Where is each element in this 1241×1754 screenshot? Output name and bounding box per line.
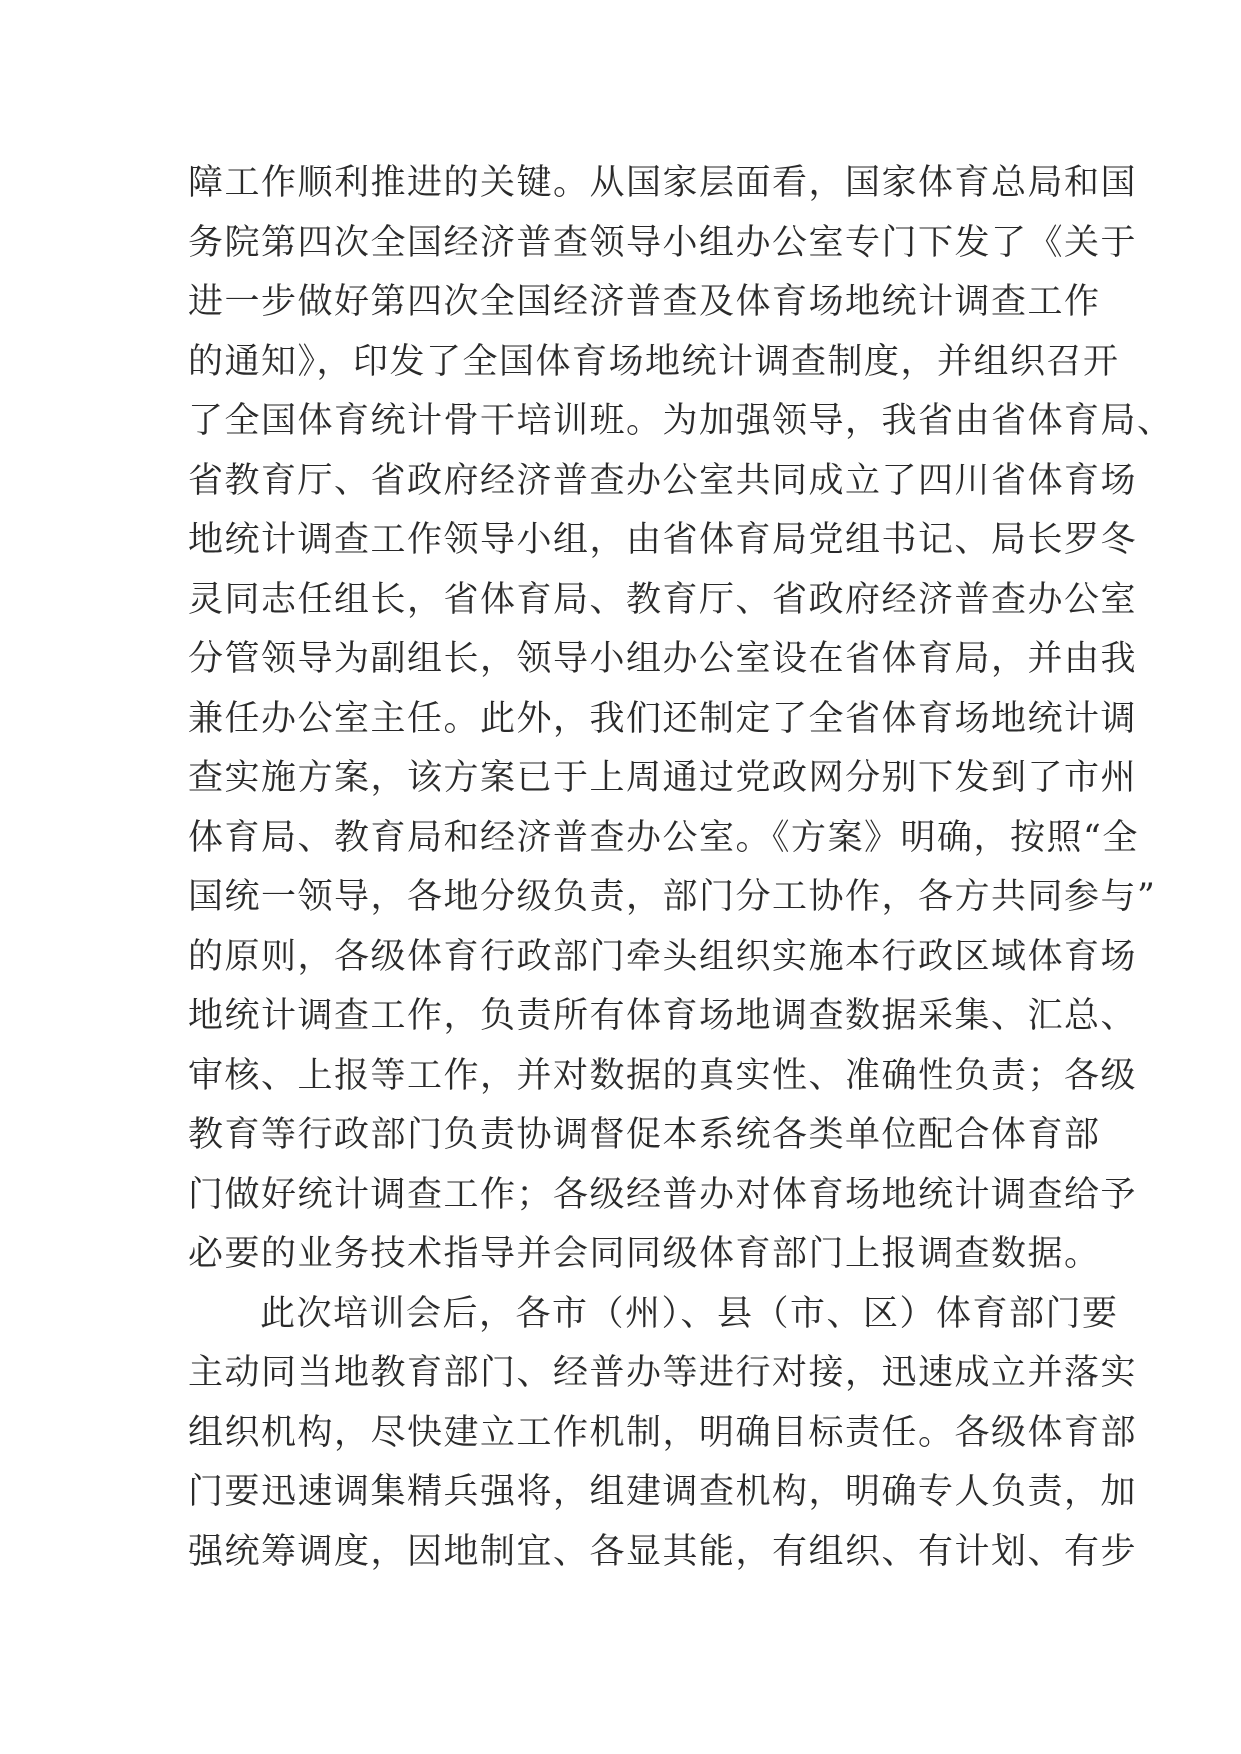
- body-text: [188, 154, 1174, 1582]
- text-line: 障工作顺利推进的关键。从国家层面看，国家体育总局和国: [188, 163, 1138, 203]
- text-line: 国统一领导，各地分级负责，部门分工协作，各方共同参与”: [188, 877, 1157, 917]
- text-line: 地统计调查工作领导小组，由省体育局党组书记、局长罗冬: [188, 520, 1138, 560]
- text-line: 灵同志任组长，省体育局、教育厅、省政府经济普查办公室: [188, 579, 1138, 620]
- text-line: 门做好统计调查工作；各级经普办对体育场地统计调查给予: [188, 1174, 1138, 1215]
- text-line: 的通知》，印发了全国体育场地统计调查制度，并组织召开: [188, 341, 1120, 382]
- text-line: 强统筹调度，因地制宜、各显其能，有组织、有计划、有步: [188, 1531, 1138, 1572]
- text-line: 务院第四次全国经济普查领导小组办公室专门下发了《关于: [188, 222, 1138, 263]
- text-line: 了全国体育统计骨干培训班。为加强领导，我省由省体育局、: [188, 401, 1174, 441]
- text-line: 兼任办公室主任。此外，我们还制定了全省体育场地统计调: [188, 698, 1138, 739]
- text-line: 组织机构，尽快建立工作机制，明确目标责任。各级体育部: [188, 1412, 1138, 1453]
- text-line: 省教育厅、省政府经济普查办公室共同成立了四川省体育场: [188, 460, 1138, 501]
- text-line: 进一步做好第四次全国经济普查及体育场地统计调查工作: [188, 282, 1101, 322]
- text-line: 审核、上报等工作，并对数据的真实性、准确性负责；各级: [188, 1055, 1138, 1096]
- text-line: 地统计调查工作，负责所有体育场地调查数据采集、汇总、: [188, 996, 1138, 1036]
- text-line: 体育局、教育局和经济普查办公室。《方案》明确，按照“全: [188, 817, 1139, 858]
- text-line: 的原则，各级体育行政部门牵头组织实施本行政区域体育场: [188, 936, 1138, 977]
- text-line: 必要的业务技术指导并会同同级体育部门上报调查数据。: [188, 1234, 1101, 1274]
- text-line: 教育等行政部门负责协调督促本系统各类单位配合体育部: [188, 1115, 1101, 1155]
- text-line: 主动同当地教育部门、经普办等进行对接，迅速成立并落实: [188, 1353, 1138, 1393]
- paragraph-first-line: 此次培训会后，各市（州）、县（市、区）体育部门要: [260, 1293, 1119, 1334]
- text-line: 分管领导为副组长，领导小组办公室设在省体育局，并由我: [188, 639, 1138, 679]
- text-line: 查实施方案，该方案已于上周通过党政网分别下发到了市州: [188, 758, 1138, 798]
- text-line: 门要迅速调集精兵强将，组建调查机构，明确专人负责，加: [188, 1472, 1138, 1512]
